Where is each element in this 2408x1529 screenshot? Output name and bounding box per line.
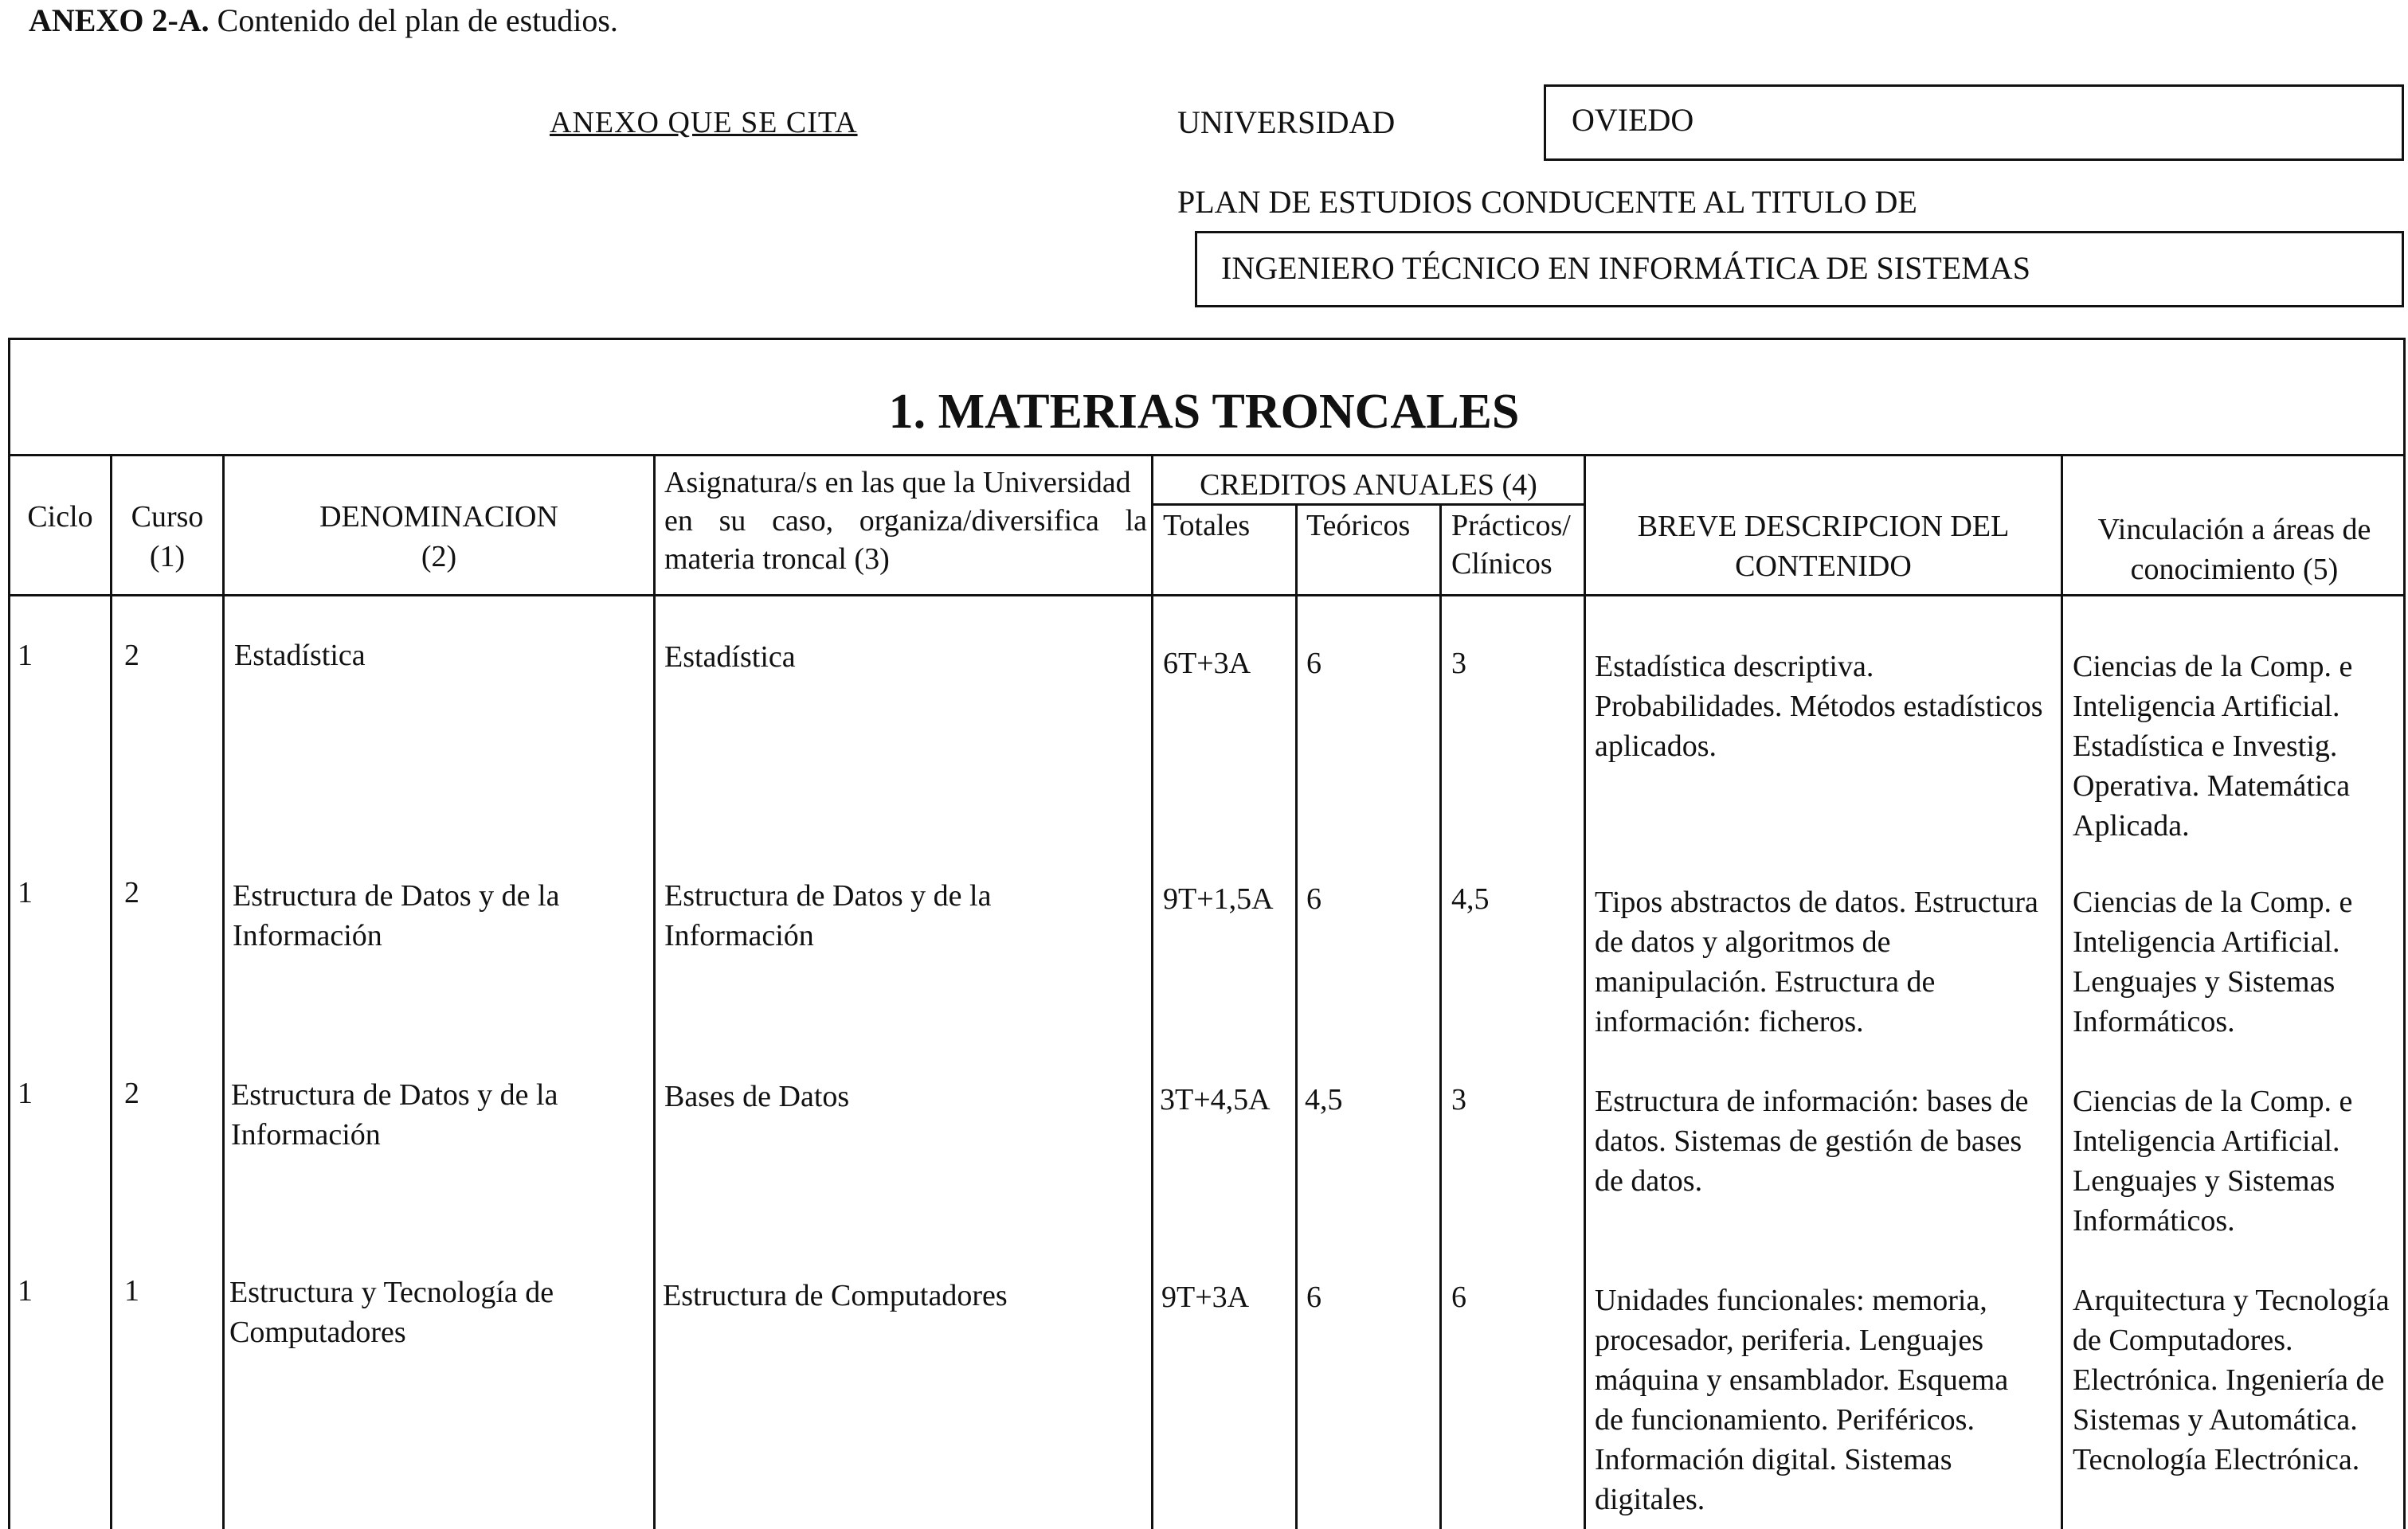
cell-totales: 6T+3A <box>1163 647 1251 680</box>
col-divider-4 <box>1151 454 1153 1529</box>
col-divider-8 <box>2061 454 2063 1529</box>
col-header-asignaturas-line3: materia troncal (3) <box>664 542 890 576</box>
cell-curso: 2 <box>124 1077 139 1110</box>
universidad-box <box>1544 84 2404 161</box>
cell-ciclo: 1 <box>18 876 33 909</box>
cell-vinculacion: Ciencias de la Comp. e Inteligencia Artificial. Lenguajes y Sistemas Informáticos. <box>2073 1085 2353 1238</box>
col-divider-3 <box>653 454 656 1529</box>
annex-title <box>29 2 618 39</box>
col-header-practicos-line1: Prácticos/ <box>1451 509 1571 542</box>
col-header-descripcion-line1: BREVE DESCRIPCION DEL <box>1637 510 2010 543</box>
col-header-ciclo: Ciclo <box>27 500 93 534</box>
header-top-rule <box>8 454 2406 456</box>
col-header-curso <box>112 497 222 577</box>
cell-teoricos: 6 <box>1306 1281 1321 1314</box>
cell-totales: 9T+3A <box>1161 1281 1250 1314</box>
col-header-teoricos: Teóricos <box>1306 509 1411 542</box>
col-divider-7 <box>1584 454 1586 1529</box>
col-header-totales: Totales <box>1163 509 1251 542</box>
col-divider-5 <box>1295 505 1298 1529</box>
cell-teoricos: 6 <box>1306 647 1321 680</box>
cell-descripcion: Tipos abstractos de datos. Estructura de datos y algoritmos de manipulación. Estructura de información: ficheros. <box>1595 886 2038 1038</box>
titulo-box <box>1195 231 2404 307</box>
col-header-curso-note: (1) <box>149 540 186 573</box>
col-header-vinculacion-line2: conocimiento (5) <box>2130 553 2339 586</box>
cell-totales: 9T+1,5A <box>1163 882 1274 916</box>
col-header-denominacion-label: DENOMINACION <box>319 500 558 534</box>
cell-practicos: 4,5 <box>1451 882 1490 916</box>
col-header-asignaturas <box>664 463 1147 578</box>
titulo-value: INGENIERO TÉCNICO EN INFORMÁTICA DE SISTEMAS <box>1221 250 2030 286</box>
col-header-vinculacion <box>2063 510 2406 589</box>
cell-denominacion: Estructura de Datos y de la Información <box>231 1078 558 1152</box>
cell-asignatura: Bases de Datos <box>664 1080 850 1113</box>
cell-teoricos: 6 <box>1306 882 1321 916</box>
cell-practicos: 6 <box>1451 1281 1466 1314</box>
col-header-practicos <box>1451 506 1584 583</box>
cell-vinculacion: Arquitectura y Tecnología de Computadores. Electrónica. Ingeniería de Sistemas y Automática. Tecnología Electrónica. <box>2073 1284 2390 1476</box>
cell-totales: 3T+4,5A <box>1160 1083 1271 1116</box>
col-divider-2 <box>222 454 225 1529</box>
col-header-creditos: CREDITOS ANUALES (4) <box>1200 468 1537 502</box>
cell-vinculacion: Ciencias de la Comp. e Inteligencia Artificial. Lenguajes y Sistemas Informáticos. <box>2073 886 2353 1038</box>
cell-descripcion: Estructura de información: bases de datos. Sistemas de gestión de bases de datos. <box>1595 1085 2029 1198</box>
cell-curso: 1 <box>124 1274 139 1308</box>
universidad-value: OVIEDO <box>1572 102 1694 138</box>
cell-asignatura: Estructura de Datos y de la Información <box>664 879 992 952</box>
cell-curso: 2 <box>124 876 139 909</box>
header-bottom-rule <box>8 594 2406 596</box>
col-header-descripcion <box>1586 506 2061 586</box>
col-header-denominacion-note: (2) <box>421 540 457 573</box>
cell-ciclo: 1 <box>18 639 33 672</box>
cell-asignatura: Estructura de Computadores <box>663 1279 1008 1312</box>
col-header-asignaturas-line1: Asignatura/s en las que la Universidad <box>664 466 1131 499</box>
cell-practicos: 3 <box>1451 647 1466 680</box>
cell-denominacion: Estructura y Tecnología de Computadores <box>229 1276 554 1349</box>
section-title: 1. MATERIAS TRONCALES <box>888 385 1520 439</box>
col-header-asignaturas-line2: en su caso, organiza/diversifica la <box>664 504 1147 538</box>
cell-curso: 2 <box>124 639 139 672</box>
col-header-curso-label: Curso <box>131 500 204 534</box>
cell-descripcion: Estadística descriptiva. Probabilidades. Métodos estadísticos aplicados. <box>1595 650 2043 763</box>
col-divider-1 <box>110 454 112 1529</box>
anexo-cita: ANEXO QUE SE CITA <box>550 106 858 139</box>
plan-label: PLAN DE ESTUDIOS CONDUCENTE AL TITULO DE <box>1177 184 1917 220</box>
cell-teoricos: 4,5 <box>1305 1083 1343 1116</box>
annex-label: ANEXO 2-A. <box>29 2 209 38</box>
annex-subtitle: Contenido del plan de estudios. <box>217 2 618 38</box>
cell-vinculacion: Ciencias de la Comp. e Inteligencia Artificial. Estadística e Investig. Operativa. Matemática Aplicada. <box>2073 650 2353 843</box>
universidad-label: UNIVERSIDAD <box>1177 104 1396 140</box>
cell-asignatura: Estadística <box>664 640 796 674</box>
col-header-descripcion-line2: CONTENIDO <box>1735 549 1912 583</box>
cell-practicos: 3 <box>1451 1083 1466 1116</box>
cell-denominacion: Estructura de Datos y de la Información <box>233 879 560 952</box>
cell-ciclo: 1 <box>18 1274 33 1308</box>
cell-descripcion: Unidades funcionales: memoria, procesador, periferia. Lenguajes máquina y ensamblador. Esquema de funcionamiento. Periféricos. Información digital. Sistemas digitales. <box>1595 1284 2009 1516</box>
col-header-denominacion <box>225 497 653 577</box>
col-header-practicos-line2: Clínicos <box>1451 547 1552 581</box>
cell-ciclo: 1 <box>18 1077 33 1110</box>
cell-denominacion: Estadística <box>234 639 366 672</box>
col-divider-6 <box>1439 505 1442 1529</box>
col-header-vinculacion-line1: Vinculación a áreas de <box>2097 513 2371 546</box>
